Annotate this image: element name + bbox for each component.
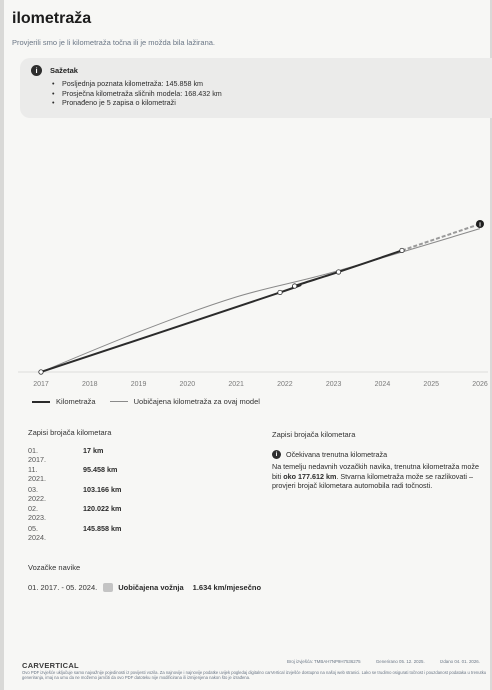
info-icon: i: [31, 65, 42, 76]
legend-swatch-typical: [110, 401, 128, 402]
info-icon: i: [272, 450, 281, 459]
brand-logo: CARVERTICAL: [22, 661, 79, 670]
expected-section-title: Zapisi brojača kilometara: [272, 430, 356, 439]
record-mileage: 95.458 km: [83, 465, 118, 475]
x-tick-label: 2019: [130, 381, 147, 388]
driving-habits-row: [28, 583, 261, 592]
info-icon: i: [479, 221, 481, 229]
x-tick-label: 2021: [228, 381, 244, 388]
record-mileage: 145.858 km: [83, 523, 122, 533]
record-date: 02. 2023.: [28, 504, 46, 523]
record-date: 03. 2022.: [28, 484, 46, 503]
mileage-point: [278, 290, 282, 294]
expected-value: oko 177.612 km: [283, 471, 337, 481]
issued-date: Izdano 04. 01. 2026.: [439, 659, 480, 664]
expected-mileage-note: [272, 450, 482, 491]
summary-list: [62, 79, 222, 108]
mileage-point: [292, 284, 296, 288]
car-icon: [103, 583, 113, 592]
legend-label-typical: Uobičajena kilometraža za ovaj model: [133, 397, 260, 406]
record-date: 01. 2017.: [28, 446, 46, 464]
expected-text: [272, 462, 482, 490]
page-subtitle: Provjerili smo je li kilometraža točna ili je možda bila lažirana.: [12, 38, 215, 47]
driving-label: Uobičajena vožnja: [118, 583, 184, 592]
footer-meta: [287, 659, 492, 664]
records-title: Zapisi brojača kilometara: [28, 428, 112, 437]
x-tick-label: 2026: [472, 381, 488, 388]
driving-value: 1.634 km/mjesečno: [192, 583, 262, 592]
summary-heading: Sažetak: [50, 66, 78, 75]
record-mileage: 120.022 km: [83, 504, 122, 514]
x-tick-label: 2024: [374, 381, 391, 388]
report-id: Broj izvješća: TMBAH7NP9H7536275: [287, 659, 361, 664]
record-mileage: 103.166 km: [83, 484, 122, 494]
x-tick-label: 2020: [179, 381, 196, 388]
x-tick-label: 2025: [423, 381, 440, 388]
summary-item-records-count: • Pronađeno je 5 zapisa o kilometraži: [62, 98, 222, 108]
page-title: ilometraža: [12, 10, 92, 27]
record-date: 11. 2021.: [28, 465, 46, 484]
fine-print: Ovo PDF izvješće uključuje samo najvažnije pojedinosti iz povijesti vozila. Za najnovije i najnovije podatke uvijek pogledaj digitalno carVertical izvješće dostupno na našoj web stranici. Lako se trudimo osigurati točnost i pouzdanost podataka u trenutku generiranja, imaj na umu da ne možemo jamčiti da ovo PDF datoteku nije modificirana ili izmijenjena nakon što je izrađena.: [22, 670, 487, 681]
projected-mileage-line: [402, 224, 480, 250]
mileage-chart: [18, 150, 488, 390]
x-tick-label: 2023: [325, 381, 342, 388]
driving-title: Vozačke navike: [28, 563, 81, 572]
legend-swatch-mileage: [32, 401, 50, 403]
summary-box: [20, 58, 492, 118]
record-mileage: 17 km: [83, 446, 104, 455]
summary-item-last-mileage: • Posljednja poznata kilometraža: 145.858 km: [62, 79, 222, 89]
x-tick-label: 2022: [277, 381, 293, 388]
report-page: [4, 0, 490, 690]
mileage-line: [41, 250, 402, 372]
summary-item-average-mileage: • Prosječna kilometraža sličnih modela: 168.432 km: [62, 89, 222, 99]
x-tick-label: 2018: [81, 381, 98, 388]
expected-heading: Očekivana trenutna kilometraža: [286, 450, 388, 459]
record-date: 05. 2024.: [28, 523, 46, 542]
chart-legend: [32, 397, 260, 406]
expected-text-before: Na temelju nedavnih vozačkih navika, trenutna kilometraža može biti: [272, 462, 479, 481]
generated-date: Generirano 05. 12. 2025.: [375, 659, 425, 664]
mileage-point: [400, 248, 404, 252]
expected-text-after: . Stvarna kilometraža može se razlikovati – provjeri brojač kilometara automobila radi točnosti.: [272, 471, 473, 491]
x-tick-label: 2017: [33, 381, 49, 388]
legend-label-mileage: Kilometraža: [56, 397, 96, 406]
mileage-point: [336, 270, 340, 274]
mileage-point: [39, 370, 43, 374]
driving-period: 01. 2017. - 05. 2024.: [28, 583, 98, 592]
